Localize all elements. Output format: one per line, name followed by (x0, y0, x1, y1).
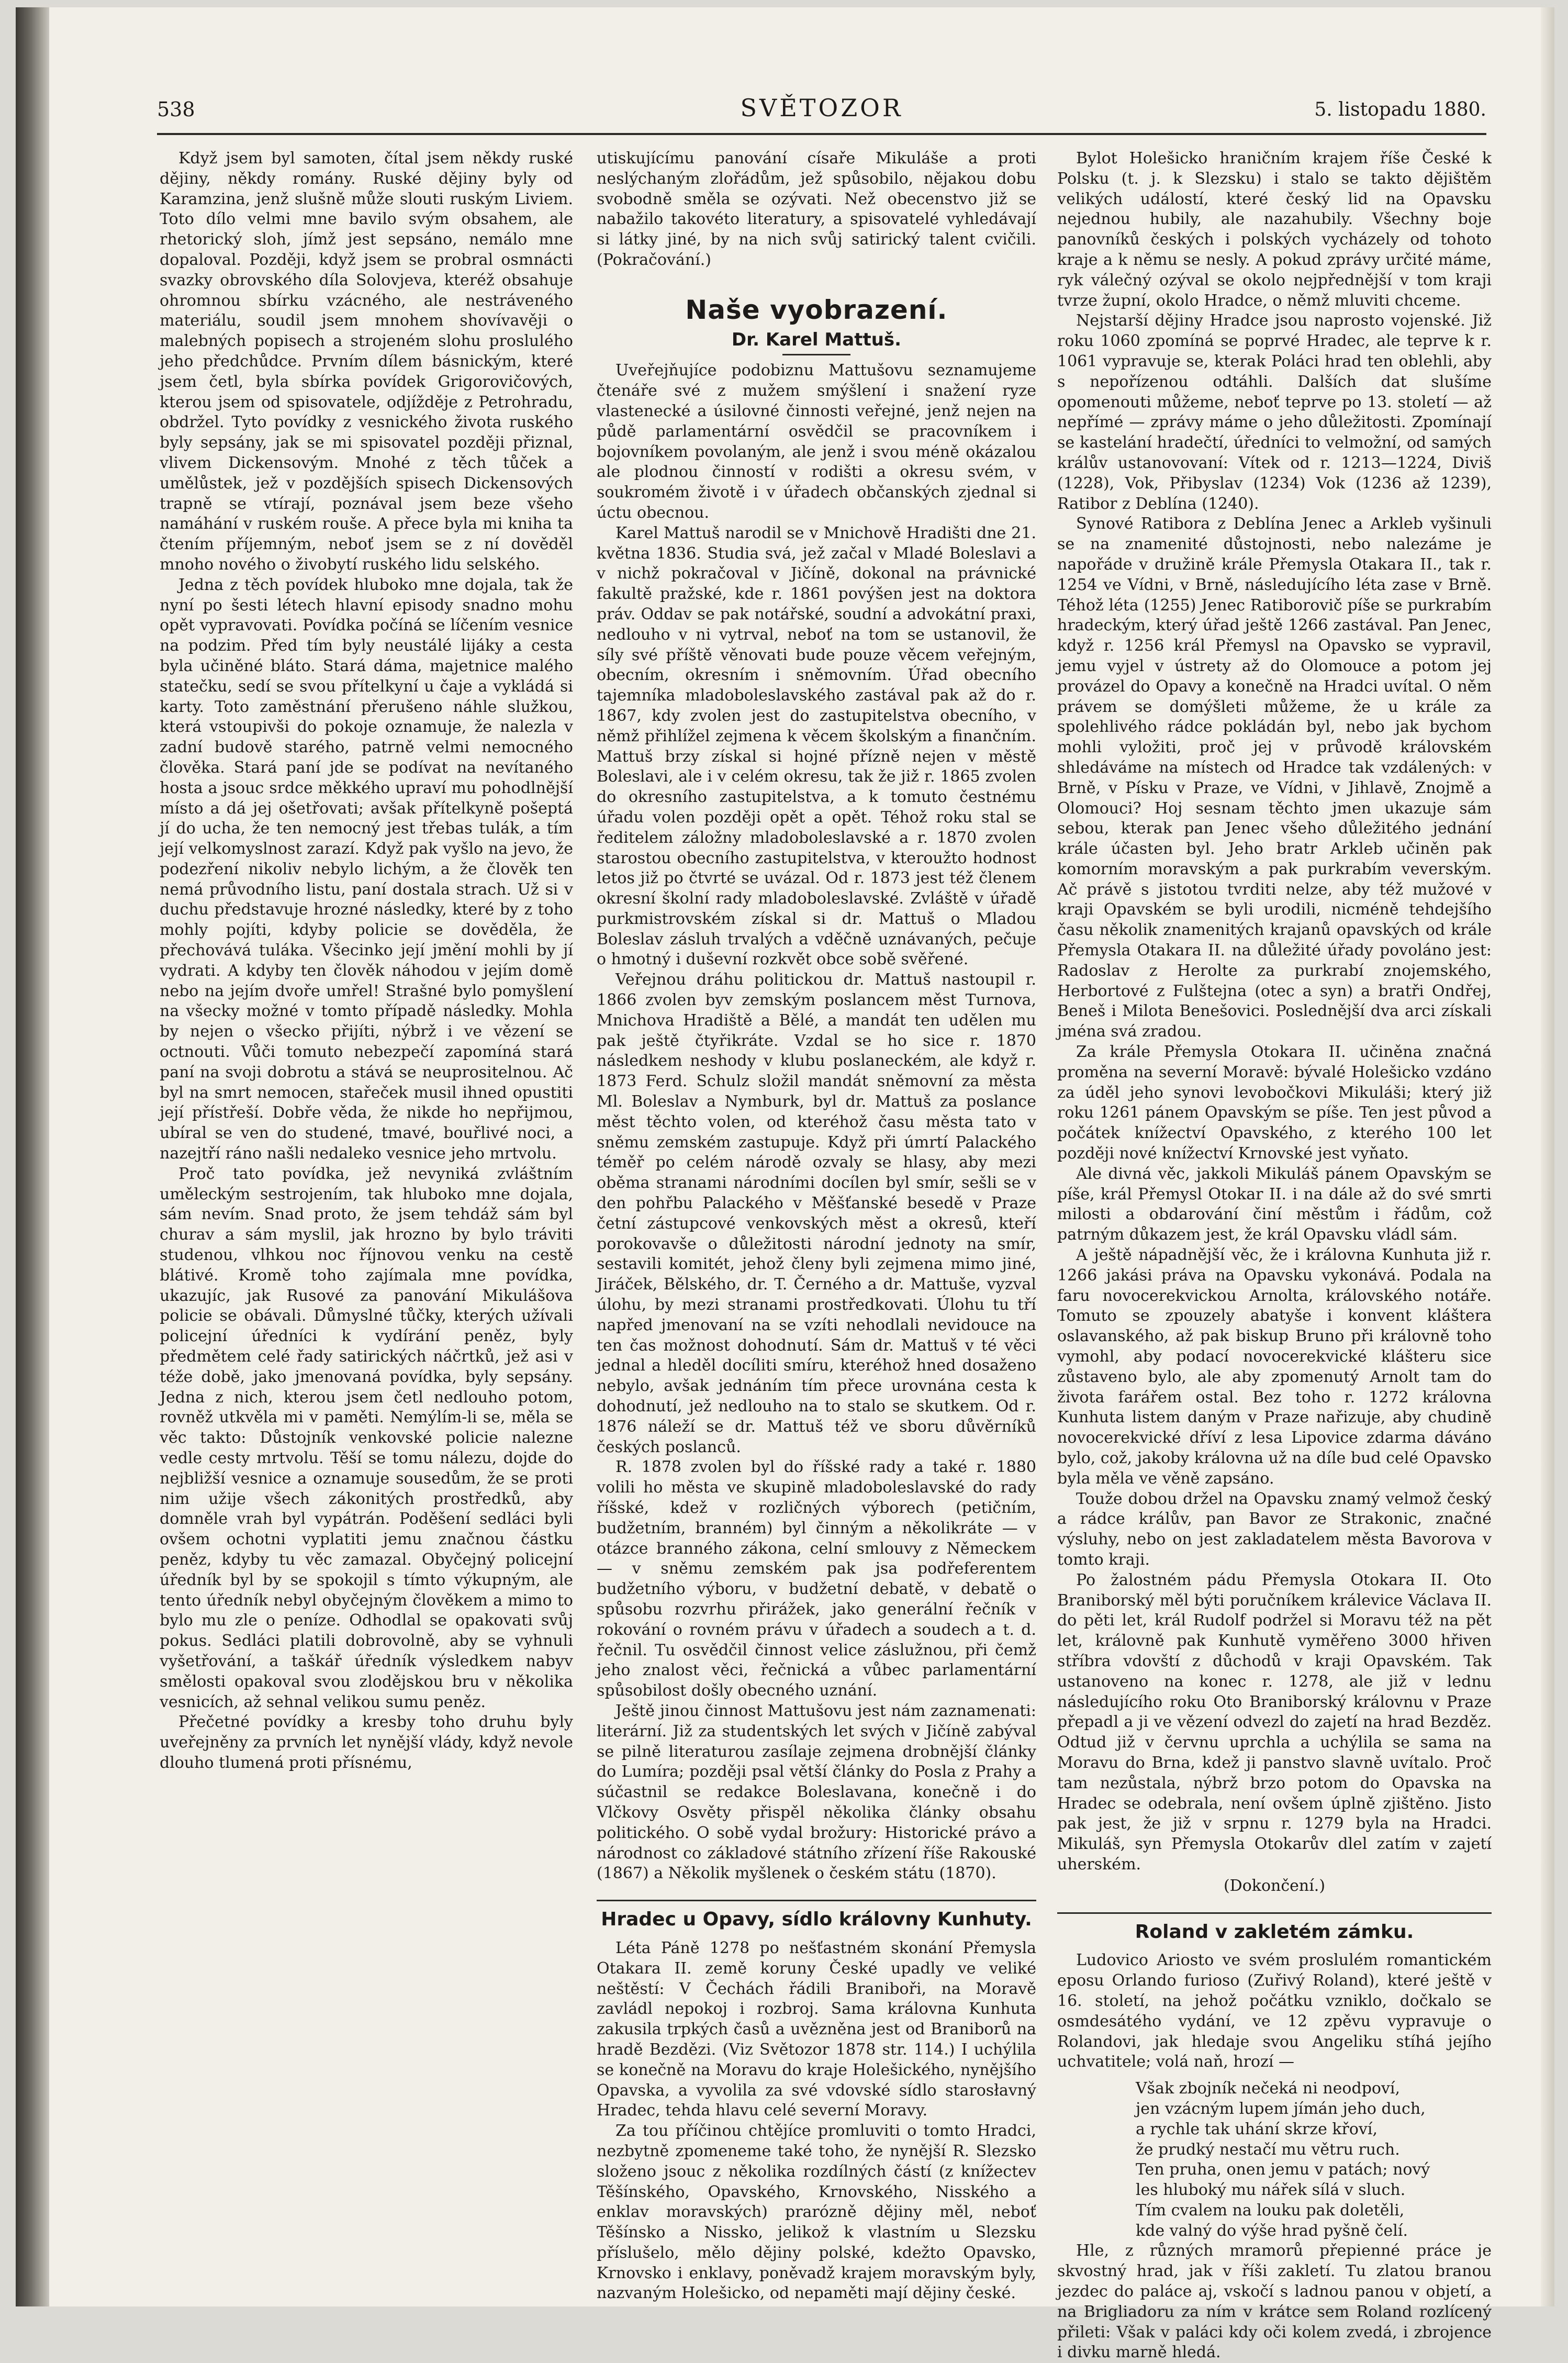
verse-line: kde valný do výše hrad pyšně čelí. (1136, 2221, 1408, 2240)
newspaper-page (16, 7, 1554, 2362)
paragraph: utiskujícímu panování císaře Mikuláše a proti neslýchaným zlořádům, jež spůsobilo, nějakou dobu svobodně směla se ozývati. Než obecenstvo již se nabažilo takovéto literatury, a spisovatelé vyhledávají si látky jiné, by na nich svůj satirický talent cvičili. (Pokračování.) (597, 149, 1036, 269)
paragraph: Za tou příčinou chtějíce promluviti o tomto Hradci, nezbytně zpomeneme také toho, že nynější R. Slezsko složeno jsouc z několika rozdílných částí (z knížectev Těšínského, Opavského, Krnovského, Nisského a enklav moravských) prarózně dějiny měl, neboť Těšínsko a Nissko, jelikož k vlastním u Slezsku příslušelo, mělo dějiny polské, kdežto Opavsko, Krnovsko i enklavy, poněvadž krajem moravským byly, nazvaným Holešicko, od nepaměti mají dějiny české. (597, 2122, 1036, 2303)
paragraph: Jedna z těch povídek hluboko mne dojala, tak že nyní po šesti létech hlavní episody snadno mohu opět vypravovati. Povídka počíná se líčením vesnice na podzim. Před tím byly neustálé lijáky a cesta byla učiněné bláto. Stará dáma, majetnice malého statečku, sedí se svou přítelkyní u čaje a vykládá si karty. Toto zaměstnání přerušeno náhle služkou, která vstoupivši do pokoje oznamuje, že nalezla v zadní budově starého, patrně velmi nemocného člověka. Stará paní jde se podívat na nevítaného hosta a jsouc srdce měkkého upraví mu pohodlnější místo a dá jej ošetřovati; avšak přítelkyně pošeptá jí do ucha, že ten nemocný jest třebas tulák, a tím její velkomyslnost zarazí. Když pak vyšlo na jevo, že podezření nikoliv nebylo lichým, a že člověk ten nemá průvodního listu, paní dostala strach. Už si v duchu představuje hrozné následky, které by z toho mohly pojíti, kdyby policie se dověděla, že přechovává tuláka. Všecinko její jmění mohli by jí vydrati. A kdyby ten člověk náhodou v jejím domě nebo na jejím dvoře umřel! Strašné bylo pomyšlení na všecky možné v tomto případě následky. Mohla by nejen o všecko přijíti, nýbrž i ve vězení se octnouti. Vůči tomuto nebezpečí zapomíná stará paní na svoji dobrotu a stává se neuprositelnou. Ač byl na smrt nemocen, stařeček musil ihned opustiti její přístřeší. Dobře věda, že nikde ho nepřijmou, ubíral se ven do studené, tmavé, bouřlivé noci, a nazejtří ráno našli nedaleko vesnice jeho mrtvolu. (160, 575, 573, 1163)
paragraph: Ale divná věc, jakkoli Mikuláš pánem Opavským se píše, král Přemysl Otokar II. i na dále až do své smrti milosti a obdarování činí městům i řádům, což patrným důkazem jest, že král Opavsku vládl sám. (1057, 1164, 1492, 1244)
paragraph: Hle, z různých mramorů přepienné práce je skvostný hrad, jak v říši zakletí. Tu zlatou branou jezdec do paláce aj, vskočí s ladnou panou v objetí, a na Brigliadoru za ním v krátce sem Roland rozlícený přileti: Však v paláci kdy oči kolem zvedá, i zbrojence i divku marně hledá. (1057, 2242, 1492, 2362)
verse-line: že prudký nestačí mu větru ruch. (1136, 2140, 1400, 2159)
section-rule (597, 1900, 1036, 1901)
paragraph: Synové Ratibora z Deblína Jenec a Arkleb vyšinuli se na znamenité důstojnosti, nebo nalezáme je napořáde v družině krále Přemysla Otakara II., tak r. 1254 ve Vídni, v Brně, následujícího léta zase v Brně. Téhož léta (1255) Jenec Ratiborovič píše se purkrabím hradeckým, který úřad ještě 1266 zastával. Pan Jenec, když r. 1256 král Přemysl na Opavsko se vypravil, jemu vyjel v ústrety až do Olomouce a potom jej provázel do Opavy a konečně na Hradci uvítal. O něm právem se domýšleti můžeme, že u krále za spolehlivého rádce pokládán byl, nebo jak bychom mohli vyložiti, proč jej v průvodě královském shledáváme na místech od Hradce tak vzdálených: v Brně, v Písku v Praze, ve Vídni, v Jihlavě, Znojmě a Olomouci? Hoj sesnam těchto jmen ukazuje sám sebou, kterak pan Jenec všeho důležitého jednání krále účasten byl. Jeho bratr Arkleb učiněn pak komorním moravským a pak purkrabím veverským. Ač právě s jistotou tvrditi nelze, aby též mužové v kraji Opavském se byli urodili, nicméně tehdejšího času několik znamenitých krajanů opavských od krále Přemysla Otakara II. na důležité úřady povoláno jest: Radoslav z Herolte za purkrabí znojemského, Herbortové z Fulštejna (otec a syn) a bratři Ondřej, Beneš i Milota Benešovici. Poslednější dva arci získali jména svá zradou. (1057, 515, 1492, 1041)
column-3 (1057, 149, 1492, 2363)
paragraph: Ještě jinou činnost Mattušovu jest nám zaznamenati: literární. Již za studentských let svých v Jičíně zabýval se pilně literaturou zasílaje zejmena drobnější články do Lumíra; později psal větší články do Posla z Prahy a súčastnil se redakce Boleslavana, konečně i do Vlčkovy Osvěty přispěl několika články obsahu politického. O sobě vydal brožury: Historické právo a národnost co základové státního zřízení říše Rakouské (1867) a Několik myšlenek o českém státu (1870). (597, 1701, 1036, 1883)
page-header (157, 94, 1486, 136)
verse-block (1057, 2079, 1492, 2241)
verse-line: a rychle tak uhání skrze křoví, (1136, 2120, 1378, 2138)
paragraph: Bylot Holešicko hraničním krajem říše České k Polsku (t. j. k Slezsku) i stalo se takto dějištěm velikých událostí, které český lid na Opavsku nejednou hubily, ale nazahubily. Všechny boje panovníků českých i polských vycházely od tohoto kraje a k němu se nesly. A pokud zprávy určité máme, ryk válečný ozýval se okolo nejpřednější v tom kraji tvrze župní, okolo Hradce, o němž mluviti chceme. (1057, 149, 1492, 310)
paragraph: Ludovico Ariosto ve svém proslulém romantickém eposu Orlando furioso (Zuřivý Roland), které ještě v 16. století, na jehož počátku vzniklo, dočkalo se osmdesátého vydání, ve 12 zpěvu vypravuje o Rolandovi, jak hledaje svou Angeliku stíhá jejího uchvatitele; volá naň, hrozí — (1057, 1951, 1492, 2071)
issue-date: 5. listopadu 1880. (1314, 99, 1486, 120)
page-number: 538 (157, 98, 195, 121)
paragraph: Léta Páně 1278 po nešťastném skonání Přemysla Otakara II. země koruny České upadly ve veliké neštěstí: V Čechách řádili Braniboři, na Moravě zavládl nepokoj i rozbroj. Sama královna Kunhuta zakusila trpkých časů a uvězněna jest od Braniborů na hradě Bezdězi. (Viz Světozor 1878 str. 114.) I uchýlila se konečně na Moravu do kraje Holešického, nynějšího Opavska, a vyvolila za své vdovské sídlo starosłavný Hradec, tehda hlavu celé severní Moravy. (597, 1938, 1036, 2120)
article-subhead: Dr. Karel Mattuš. (731, 329, 902, 350)
verse-line: jen vzácným lupem jímán jeho duch, (1136, 2099, 1426, 2118)
section-title: Naše vyobrazení. (685, 294, 948, 325)
paragraph: Touže dobou držel na Opavsku znamý velmož český a rádce králův, pan Bavor ze Strakonic, značné výsluhy, nebo on jest zakladatelem města Bavorova v tomto kraji. (1057, 1489, 1492, 1569)
paragraph: Proč tato povídka, jež nevyniká zvláštním uměleckým sestrojením, tak hluboko mne dojala, sám nevím. Snad proto, že jsem tehdáž sám byl churav a sám myslil, jak hrozno by bylo tráviti studenou, vlhkou noc říjnovou venku na cestě blátivé. Kromě toho zajímala mne povídka, ukazujíc, jak Rusové za panování Mikulášova policie se obávali. Důmyslné tůčky, kterých užívali policejní úředníci k vydírání peněz, byly předmětem celé řady satirických náčrtků, jež asi v téže době, jako jmenovaná povídka, byly sepsány. Jedna z nich, kterou jsem četl nedlouho potom, rovněž utkvěla mi v paměti. Nemýlím-li se, měla se věc takto: Důstojník venkovské policie nalezne vedle cesty mrtvolu. Těší se tomu nálezu, dojde do nejbližší vesnice a oznamuje sousedům, že se proti nim užije všech zákonitých prostředků, aby domněle vrah byl vypátrán. Poděšení sedláci byli ovšem ochotni vyplatiti jemu značnou částku peněz, kdyby tu věc zamazal. Obyčejný policejní úředník byl by se spokojil s tímto výkupným, ale tento úředník nebyl obyčejným člověkem a mimo to bylo mu zle o peníze. Odhodlal se opakovati svůj pokus. Sedláci platili dobrovolně, aby se vyhnuli vyšetřování, a taškář úředník výsledkem nabyv smělosti opakoval svou zlodějskou bru v několika vesnicích, až sehnal velikou sumu peněz. (160, 1164, 573, 1711)
paragraph: A ještě nápadnější věc, že i královna Kunhuta již r. 1266 jakási práva na Opavsku vykonává. Podala na faru novocerekvickou Arnolta, královského notáře. Tomuto se zpouzely abatyše i konvent kláštera oslavanského, až pak biskup Bruno při královně toho vymohl, aby podací novocerekvické klášteru sice zůstaveno bylo, ale aby zpomenutý Arnolt tam do života farářem ostal. Bez toho r. 1272 královna Kunhuta listem daným v Praze nařizuje, aby chudině novocerekvické dříví z lesa Lipovice zdarma dáváno bylo, což, jakoby královna už na díle bud celé Opavsko byla měla ve věně zapsáno. (1057, 1246, 1492, 1488)
paragraph: Po žalostném pádu Přemysla Otokara II. Oto Braniborský měl býti poručníkem králevice Václava II. do pěti let, král Rudolf podržel si Moravu též na pět let, královně pak Kunhutě vyměřeno 3000 hřiven stříbra vdovští z důchodů v kraji Opavském. Tak ustanoveno na konec r. 1278, ale již v lednu následujícího roku Oto Braniborský královnu v Praze přepadl a ji ve vězení odvezl do zajetí na hrad Bezděz. Odtud již v červnu uprchla a uchýlila se sama na Moravu do Brna, kdež ji panstvo slavně uvítalo. Proč tam nezůstala, nýbrž brzo potom do Opavska na Hradec se odebrala, není ovšem úplně zjištěno. Jisto pak jest, že již v srpnu r. 1279 byla na Hradci. Mikuláš, syn Přemysla Otokarův dlel zatím v zajetí uherském. (1057, 1570, 1492, 1874)
article-title: Roland v zakletém zámku. (1135, 1921, 1414, 1943)
paragraph: Přečetné povídky a kresby toho druhu byly uveřejněny za prvních let nynější vlády, když nevole dlouho tlumená proti přísnému, (160, 1713, 573, 1772)
paragraph: Když jsem byl samoten, čítal jsem někdy ruské dějiny, někdy romány. Ruské dějiny byly od Karamzina, jenž slušně může slouti ruským Liviem. Toto dílo velmi mne bavilo svým obsahem, ale rhetorický sloh, jímž jest sepsáno, nemálo mne dopaloval. Později, když jsem se probral osmnácti svazky obrovského díla Solovjeva, kteréž obsahuje ohromnou sbírku vzácného, ale nestráveného materiálu, soudil jsem mnohem shovívavěji o malebných popisech a strojeném slohu proslulého jeho předchůdce. Prvním dílem básnickým, které jsem četl, byla sbírka povídek Grigorovičových, kterou jsem od spisovatele, odjížděje z Petrohradu, obdržel. Tyto povídky z vesnického života ruského byly sepsány, jak se mi spisovatel později přiznal, vlivem Dickensovým. Mnohé z těch tůček a umělůstek, jež v pozdějších spisech Dickensových trapně se vtírají, poznával jsem beze všeho namáhání v ruském rouše. A přece byla mi kniha ta čtením příjemným, neboť jsem se z ní dověděl mnoho nového o živobytí ruského lidu selského. (160, 149, 573, 574)
continuation-note: (Dokončení.) (1223, 1876, 1326, 1895)
verse-line: Však zbojník nečeká ni neodpoví, (1136, 2079, 1401, 2098)
section-rule (1057, 1912, 1492, 1914)
header-rule (157, 133, 1486, 135)
paragraph: R. 1878 zvolen byl do říšské rady a také r. 1880 volili ho města ve skupině mladoboleslavské do rady říšské, kdež v rozličných výborech (petičním, budžetním, branném) byl činným a několikráte — v otázce branného zákona, celní smlouvy z Německem — v sněmu zemském pak jsa podřeferentem budžetního výboru, v budžetní debatě, v debatě o spůsobu rozvrhu přirážek, jako generální řečník v rokování o rovném právu v úřadech a soudech a t. d. řečnil. Tu osvědčil činnost velice záslužnou, při čemž jeho znalost věci, řečnická a vůbec parlamentární spůsobilost došly obecného uznání. (597, 1458, 1036, 1700)
short-rule (782, 354, 850, 355)
column-2 (597, 149, 1036, 2304)
verse-line: Ten pruha, onen jemu v patách; nový (1136, 2160, 1430, 2179)
paragraph: Nejstarší dějiny Hradce jsou naprosto vojenské. Již roku 1060 zpomíná se poprvé Hradec, ale teprve k r. 1061 vypravuje se, kterak Poláci hrad ten oblehli, aby s nepořízenou odtáhli. Dalších dat slušíme opomenouti můžeme, neboť teprve po 13. století — až nepřímé — zprávy máme o jeho důležitosti. Zpomínají se kastelání hradečtí, úředníci to velmožní, od samých králův ustanovovaní: Vítek od r. 1213—1224, Diviš (1228), Vok, Přibyslav (1234) Vok (1236 až 1239), Ratibor z Deblína (1240). (1057, 311, 1492, 513)
journal-title: SVĚTOZOR (740, 94, 903, 122)
verse-line: Tím cvalem na louku pak doletěli, (1136, 2201, 1405, 2220)
page-edge (1541, 7, 1554, 2306)
article-title: Hradec u Opavy, sídlo královny Kunhuty. (601, 1909, 1032, 1931)
book-binding (16, 7, 49, 2306)
column-1 (160, 149, 573, 1774)
verse-line: les hluboký mu nářek sílá v sluch. (1136, 2181, 1406, 2200)
paragraph: Za krále Přemysla Otokara II. učiněna značná proměna na severní Moravě: bývalé Holešicko vzdáno za úděl jeho synovi levobočkovi Mikuláši; který již roku 1261 pánem Opavským se píše. Ten jest původ a počátek knížectví Opavského, z kterého 100 let později nové knížectví Krnovské jest vyňato. (1057, 1043, 1492, 1163)
paragraph: Veřejnou dráhu politickou dr. Mattuš nastoupil r. 1866 zvolen byv zemským poslancem měst Turnova, Mnichova Hradiště a Bělé, a mandát ten udělen mu pak ještě čtyřikráte. Vzdal se ho sice r. 1870 následkem neshody v klubu poslaneckém, ale když r. 1873 Ferd. Schulz složil mandát sněmovní za města Ml. Boleslav a Nymburk, byl dr. Mattuš za poslance měst těchto volen, od kteréhož času města tato v sněmu zemském zastupuje. Když při úmrtí Palackého téměř po celém národě ozvaly se hlasy, aby mezi oběma stranami národními docílen byl smír, sešli se v den pohřbu Palackého v Měšťanské besedě v Praze četní zástupcové venkovských měst a okresů, kteří porokovavše o důležitosti národní jednoty na smír, sestavili komitét, jehož členy byli zejmena mimo jiné, Jiráček, Bělského, dr. T. Černého a dr. Mattuše, vyzval úlohu, by mezi stranami prostředkovati. Úlohu tu tří napřed jmenovaní na se vzíti nehodlali nevidouce na ten čas možnost dohodnutí. Sám dr. Mattuš v té věci jednal a hleděl docíliti smíru, kteréhož hned dosaženo nebylo, avšak jednáním tím přece urovnána cesta k dohodnutí, jež nedlouho na to stalo se skutkem. Od r. 1876 náleží se dr. Mattuš též ve sboru důvěrníků českých poslanců. (597, 971, 1036, 1456)
paragraph: Uveřejňujíce podobiznu Mattušovu seznamujeme čtenáře své z mužem smýšlení i snažení ryze vlastenecké a úsilovné činnosti veřejné, jenž nejen na půdě parlamentární osvědčil se pracovníkem i bojovníkem povolaným, ale jenž i svou méně okázalou ale plodnou činností v rodišti a okresu svém, v soukromém životě i v úřadech občanských zjednal si úctu obecnou. (597, 361, 1036, 522)
paragraph: Karel Mattuš narodil se v Mnichově Hradišti dne 21. května 1836. Studia svá, jež začal v Mladé Boleslavi a v nichž pokračoval v Jičíně, dokonal na právnické fakultě pražské, kde r. 1861 povýšen jest na doktora práv. Oddav se pak notářské, soudní a advokátní praxi, nedlouho v ni vytrval, neboť na tom se ustanovil, že síly své příště věnovati bude pouze věcem veřejným, obecním, okresním i sněmovním. Úřad obecního tajemníka mladoboleslavského zastával pak až do r. 1867, kdy zvolen jest do zastupitelstva obecního, v němž přihlížel zejmena k věcem školským a finančním. Mattuš brzy získal si hojné přízně nejen v městě Boleslavi, ale i v celém okresu, tak že již r. 1865 zvolen do okresního zastupitelstva, a k tomuto čestnému úřadu volen později opět a opět. Téhož roku stal se ředitelem záložny mladoboleslavské a r. 1870 zvolen starostou obecního zastupitelstva, v kteroužto hodnost letos již po čtvrté se uvázal. Od r. 1873 jest též členem okresní školní rady mladoboleslavské. Zvláště v úřadě purkmistrovském získal si dr. Mattuš o Mladou Boleslav zásluh trvalých a vděčně uznávaných, pečuje o hmotný i duševní rozkvět obce sobě svěřené. (597, 523, 1036, 969)
